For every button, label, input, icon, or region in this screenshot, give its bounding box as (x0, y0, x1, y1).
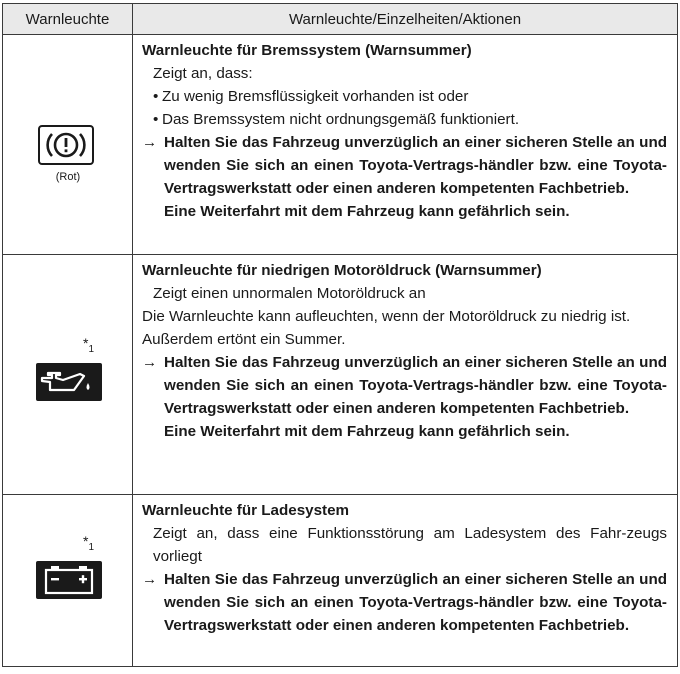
footnote-marker: $*_1$ (83, 335, 95, 355)
table-header-row (3, 4, 678, 35)
brake-warning-icon (38, 125, 94, 165)
brake-action (142, 131, 667, 223)
oil-line-1: Zeigt einen unnormalen Motoröldruck an (153, 285, 426, 302)
arrow-icon: → (142, 571, 158, 588)
icon-caption-red: (Rot) (55, 171, 81, 183)
header-details-actions: Warnleuchte/Einzelheiten/Aktionen (133, 4, 678, 35)
table-row-charging (3, 495, 678, 667)
oil-line-3: Außerdem ertönt ein Summer. (142, 331, 346, 348)
icon-cell-charging (3, 495, 133, 667)
charging-action-text: Halten Sie das Fahrzeug unverzüglich an einer sicheren Stelle an und wenden Sie sich an einen Toyota-Vertrags-händler bzw. eine Toyota-Vertragswerkstatt oder einen anderen kompetenten Fachbetrieb. (164, 571, 667, 634)
brake-action-text: Halten Sie das Fahrzeug unverzüglich an einer sicheren Stelle an und wenden Sie sich an einen Toyota-Vertrags-händler bzw. eine Toyota-Vertragswerkstatt oder einen anderen kompetenten Fachbetrieb. (164, 134, 667, 197)
brake-title: Warnleuchte für Bremssystem (Warnsummer) (142, 42, 472, 59)
charging-action (142, 568, 667, 637)
brake-intro: Zeigt an, dass: (153, 65, 253, 82)
arrow-icon: → (142, 134, 158, 151)
charging-line-1: Zeigt an, dass eine Funktionsstörung am Ladesystem des Fahr-zeugs vorliegt (153, 525, 667, 565)
list-item: • Das Bremssystem nicht ordnungsgemäß funktioniert. (153, 111, 520, 128)
oil-pressure-icon (36, 363, 102, 401)
oil-action (142, 351, 667, 443)
header-warning-light: Warnleuchte (3, 4, 133, 35)
oil-action-text: Halten Sie das Fahrzeug unverzüglich an einer sicheren Stelle an und wenden Sie sich an einen Toyota-Vertrags-händler bzw. eine Toyota-Vertragswerkstatt oder einen anderen kompetenten Fachbetrieb. (164, 354, 667, 417)
brake-warning-text: Eine Weiterfahrt mit dem Fahrzeug kann gefährlich sein. (164, 203, 570, 220)
desc-cell-charging (133, 495, 678, 667)
oil-warning-text: Eine Weiterfahrt mit dem Fahrzeug kann gefährlich sein. (164, 423, 570, 440)
list-item: • Zu wenig Bremsflüssigkeit vorhanden ist oder (153, 88, 469, 105)
arrow-icon: → (142, 354, 158, 371)
battery-charge-icon (36, 561, 102, 599)
desc-cell-oil (133, 255, 678, 495)
icon-cell-oil (3, 255, 133, 495)
oil-line-2: Die Warnleuchte kann aufleuchten, wenn der Motoröldruck zu niedrig ist. (142, 308, 631, 325)
table-row-brake (3, 35, 678, 255)
warning-light-table (2, 3, 678, 667)
desc-cell-brake (133, 35, 678, 255)
icon-cell-brake (3, 35, 133, 255)
table-row-oil (3, 255, 678, 495)
charging-title: Warnleuchte für Ladesystem (142, 502, 350, 519)
footnote-marker: $*_1$ (83, 533, 95, 553)
oil-title: Warnleuchte für niedrigen Motoröldruck (Warnsummer) (142, 262, 542, 279)
